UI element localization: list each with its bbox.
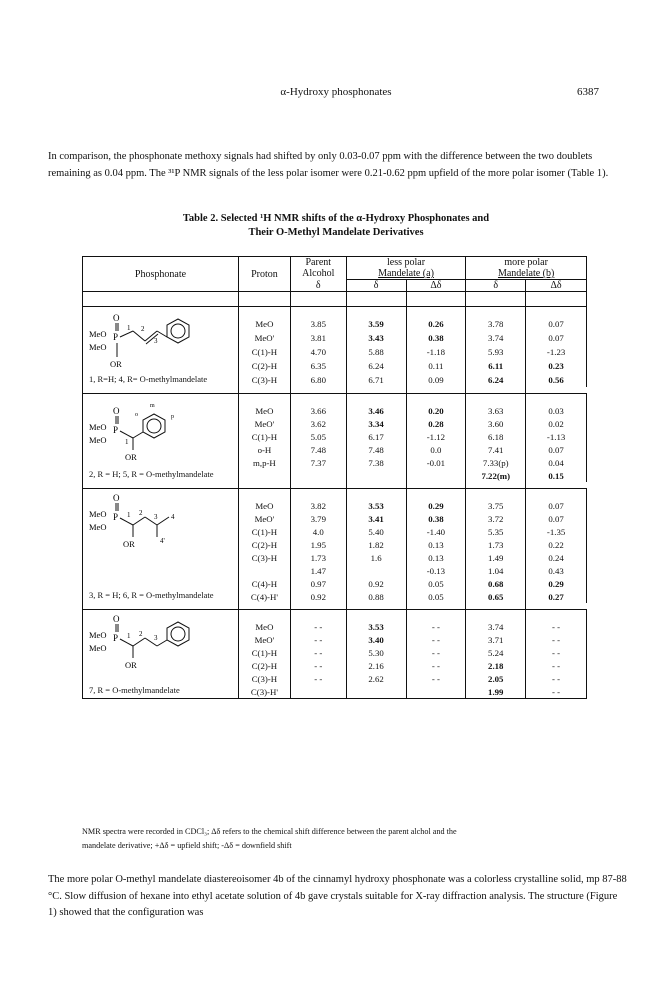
shift-cell [406,469,466,482]
svg-text:4: 4 [171,513,175,521]
header-more-polar: more polar Mandelate (b) [466,257,587,280]
proton-cell: C(4)-H' [238,590,290,603]
shift-cell: - - [526,659,587,672]
shift-cell: 0.07 [526,489,587,513]
compound-label: 7, R = O-methylmandelate [89,685,180,695]
proton-cell: C(1)-H [238,430,290,443]
proton-cell: C(3)-H [238,551,290,564]
shift-cell: 3.34 [346,417,406,430]
svg-text:3: 3 [154,634,158,642]
svg-text:2: 2 [141,325,145,333]
shift-cell: 3.78 [466,307,526,332]
shift-cell: 0.92 [346,577,406,590]
shift-cell: 7.48 [290,443,346,456]
svg-text:MeO: MeO [89,509,107,519]
proton-cell: MeO [238,610,290,634]
svg-text:O: O [113,493,120,503]
proton-cell: C(2)-H [238,659,290,672]
caption-line-2: Their O-Methyl Mandelate Derivatives [248,227,424,238]
structure-phenethyl-phosphonate [83,610,233,690]
proton-cell: o-H [238,443,290,456]
table-row [83,394,587,418]
header-ddelta-less: Δδ [406,280,466,292]
shift-cell: - - [406,610,466,634]
svg-text:P: P [113,332,119,342]
shift-cell: 6.17 [346,430,406,443]
svg-text:1: 1 [125,438,129,446]
header-delta-more: δ [466,280,526,292]
shift-cell: 3.85 [290,307,346,332]
shift-cell: 5.88 [346,345,406,359]
shift-cell: - - [406,646,466,659]
shift-cell: 0.26 [406,307,466,332]
shift-cell: 0.23 [526,359,587,373]
svg-text:P: P [113,425,119,435]
proton-cell: C(3)-H [238,672,290,685]
shift-cell: 2.05 [466,672,526,685]
shift-cell: 0.65 [466,590,526,603]
header-delta-parent: δ [290,280,346,292]
shift-cell [290,469,346,482]
shift-cell [406,685,466,698]
shift-cell: - - [290,610,346,634]
shift-cell: 3.46 [346,394,406,418]
svg-text:OR: OR [123,539,135,549]
shift-cell: -1.18 [406,345,466,359]
shift-cell: 5.35 [466,525,526,538]
shift-cell: 7.37 [290,456,346,469]
header-ddelta-more: Δδ [526,280,587,292]
shift-cell: 3.82 [290,489,346,513]
shift-cell: 3.66 [290,394,346,418]
svg-text:OR: OR [110,359,122,369]
svg-text:MeO: MeO [89,630,107,640]
shift-cell: 0.24 [526,551,587,564]
shift-cell: 0.68 [466,577,526,590]
shift-cell: - - [290,633,346,646]
shift-cell: 3.75 [466,489,526,513]
svg-text:1: 1 [127,324,131,332]
shift-cell: 6.18 [466,430,526,443]
shift-cell: 4.0 [290,525,346,538]
proton-cell: MeO' [238,633,290,646]
shift-cell: 5.93 [466,345,526,359]
svg-text:MeO: MeO [89,643,107,653]
shift-cell: 6.71 [346,373,406,387]
shift-cell: 0.38 [406,512,466,525]
shift-cell: -1.12 [406,430,466,443]
shift-cell: 0.07 [526,332,587,346]
phosphonate-structure-cell [83,394,239,483]
shift-cell: 0.88 [346,590,406,603]
shift-cell: -0.01 [406,456,466,469]
shift-cell: 6.35 [290,359,346,373]
shift-cell: 0.09 [406,373,466,387]
shift-cell: 2.62 [346,672,406,685]
shift-cell: - - [526,610,587,634]
shift-cell: 1.95 [290,538,346,551]
table-row [83,307,587,332]
shift-cell: - - [290,672,346,685]
shift-cell: 0.05 [406,577,466,590]
shift-cell: - - [526,685,587,698]
svg-text:O: O [113,313,120,323]
svg-text:P: P [113,512,119,522]
shift-cell: 3.79 [290,512,346,525]
svg-text:MeO: MeO [89,329,107,339]
svg-text:1: 1 [127,632,131,640]
proton-cell: C(1)-H [238,646,290,659]
phosphonate-structure-cell [83,489,239,604]
proton-cell [238,469,290,482]
table-row [83,610,587,634]
svg-text:MeO: MeO [89,522,107,532]
svg-text:2: 2 [139,630,143,638]
shift-cell: 6.24 [466,373,526,387]
compound-label: 2, R = H; 5, R = O-methylmandelate [89,469,214,479]
shift-cell [346,564,406,577]
shift-cell: 0.56 [526,373,587,387]
proton-cell: MeO' [238,332,290,346]
svg-text:OR: OR [125,452,137,462]
shift-cell: 1.99 [466,685,526,698]
footnote-line-1: NMR spectra were recorded in CDCl₃; Δδ refers to the chemical shift difference between the parent alchol and the [82,827,457,836]
shift-cell: -1.23 [526,345,587,359]
svg-text:MeO: MeO [89,422,107,432]
shift-cell: 7.41 [466,443,526,456]
shift-cell: -1.35 [526,525,587,538]
shift-cell: 0.29 [526,577,587,590]
shift-cell: 3.74 [466,332,526,346]
shift-cell: - - [406,659,466,672]
shift-cell: - - [406,672,466,685]
shift-cell: 1.73 [290,551,346,564]
shift-cell: 3.62 [290,417,346,430]
svg-text:2: 2 [139,509,143,517]
shift-cell: 3.74 [466,610,526,634]
shift-cell: - - [406,633,466,646]
shift-cell: 3.81 [290,332,346,346]
shift-cell: 5.40 [346,525,406,538]
svg-text:o: o [135,412,138,418]
header-phosphonate: Phosphonate [83,257,239,292]
nmr-shift-table [82,256,587,699]
proton-cell: C(4)-H [238,577,290,590]
shift-cell [346,685,406,698]
shift-cell: 3.71 [466,633,526,646]
shift-cell: 3.41 [346,512,406,525]
shift-cell: 0.0 [406,443,466,456]
shift-cell: 3.59 [346,307,406,332]
shift-cell: 4.70 [290,345,346,359]
shift-cell: 0.28 [406,417,466,430]
shift-cell [346,469,406,482]
structure-benzyl-phosphonate [83,394,233,474]
shift-cell: -0.13 [406,564,466,577]
proton-cell: C(1)-H [238,525,290,538]
proton-cell: MeO [238,489,290,513]
svg-text:OR: OR [125,660,137,670]
shift-cell: 0.20 [406,394,466,418]
header-less-polar: less polar Mandelate (a) [346,257,466,280]
svg-text:p: p [171,414,174,420]
shift-cell: 0.04 [526,456,587,469]
shift-cell: 2.16 [346,659,406,672]
shift-cell: 0.15 [526,469,587,482]
shift-cell: 3.53 [346,610,406,634]
shift-cell: 0.97 [290,577,346,590]
shift-cell: 0.13 [406,551,466,564]
shift-cell: 7.48 [346,443,406,456]
svg-text:3: 3 [154,513,158,521]
shift-cell: 3.40 [346,633,406,646]
svg-text:O: O [113,406,120,416]
svg-text:MeO: MeO [89,342,107,352]
shift-cell: 6.24 [346,359,406,373]
header-proton: Proton [238,257,290,292]
svg-text:3: 3 [154,337,158,345]
shift-cell: 0.92 [290,590,346,603]
shift-cell: 1.82 [346,538,406,551]
shift-cell: 3.43 [346,332,406,346]
table-caption [0,212,672,240]
shift-cell: 1.73 [466,538,526,551]
shift-cell: - - [290,659,346,672]
shift-cell: 0.07 [526,443,587,456]
proton-cell [238,564,290,577]
shift-cell: 5.05 [290,430,346,443]
svg-text:MeO: MeO [89,435,107,445]
shift-cell: 3.63 [466,394,526,418]
structure-butyl-phosphonate [83,489,233,569]
shift-cell: - - [290,646,346,659]
shift-cell: 0.22 [526,538,587,551]
shift-cell: 6.11 [466,359,526,373]
svg-text:O: O [113,614,120,624]
shift-cell: 1.6 [346,551,406,564]
shift-cell: 0.03 [526,394,587,418]
shift-cell: - - [526,646,587,659]
proton-cell: C(3)-H [238,373,290,387]
footnote-line-2: mandelate derivative; +Δδ = upfield shift; -Δδ = downfield shift [82,841,292,850]
phosphonate-structure-cell [83,610,239,699]
shift-cell: 6.80 [290,373,346,387]
shift-cell: 0.43 [526,564,587,577]
shift-cell: 0.38 [406,332,466,346]
shift-cell: 0.07 [526,307,587,332]
shift-cell: - - [526,633,587,646]
proton-cell: MeO' [238,417,290,430]
shift-cell: 7.33(p) [466,456,526,469]
phosphonate-structure-cell [83,307,239,388]
shift-cell: -1.40 [406,525,466,538]
proton-cell: MeO [238,307,290,332]
shift-cell [290,685,346,698]
svg-text:4': 4' [160,537,165,545]
paragraph-intro: In comparison, the phosphonate methoxy signals had shifted by only 0.03-0.07 ppm with the difference between the two doublets remaining as 0.04 ppm. The ³¹P NMR signals of the less polar isomer were 0.21-0.62 ppm upfield of the more polar isomer (Table 1). [48,151,609,179]
running-header-title: α-Hydroxy phosphonates [280,86,392,98]
proton-cell: C(2)-H [238,359,290,373]
caption-line-1: Table 2. Selected ¹H NMR shifts of the α-Hydroxy Phosphonates and [182,213,490,224]
shift-cell: 5.30 [346,646,406,659]
svg-text:P: P [113,633,119,643]
svg-text:1: 1 [127,511,131,519]
shift-cell: 7.22(m) [466,469,526,482]
header-delta-less: δ [346,280,406,292]
proton-cell: C(2)-H [238,538,290,551]
shift-cell: 7.38 [346,456,406,469]
shift-cell: 3.60 [466,417,526,430]
svg-text:m: m [150,403,155,409]
proton-cell: MeO' [238,512,290,525]
shift-cell: 5.24 [466,646,526,659]
shift-cell: 0.05 [406,590,466,603]
shift-cell: 0.11 [406,359,466,373]
header-parent: Parent Alcohol [290,257,346,280]
shift-cell: 0.02 [526,417,587,430]
table-footnote [82,825,622,853]
shift-cell: 0.07 [526,512,587,525]
shift-cell: 1.47 [290,564,346,577]
shift-cell: 0.13 [406,538,466,551]
shift-cell: 2.18 [466,659,526,672]
compound-label: 1, R=H; 4, R= O-methylmandelate [89,374,208,384]
shift-cell: 0.29 [406,489,466,513]
shift-cell: - - [526,672,587,685]
shift-cell: 3.72 [466,512,526,525]
shift-cell: -1.13 [526,430,587,443]
page-number: 6387 [577,86,599,98]
proton-cell: m,p-H [238,456,290,469]
paragraph-crystal: The more polar O-methyl mandelate diastereoisomer 4b of the cinnamyl hydroxy phosphonate was a colorless crystalline solid, mp 87-88 °C. Slow diffusion of hexane into ethyl acetate solution of 4b gave crystals suitable for X-ray diffraction analysis. The structure (Figure 1) showed that the configuration was [48,874,627,918]
shift-cell: 1.04 [466,564,526,577]
compound-label: 3, R = H; 6, R = O-methylmandelate [89,590,214,600]
shift-cell: 1.49 [466,551,526,564]
shift-cell: 0.27 [526,590,587,603]
proton-cell: MeO [238,394,290,418]
proton-cell: C(3)-H' [238,685,290,698]
shift-cell: 3.53 [346,489,406,513]
table-row [83,489,587,513]
proton-cell: C(1)-H [238,345,290,359]
